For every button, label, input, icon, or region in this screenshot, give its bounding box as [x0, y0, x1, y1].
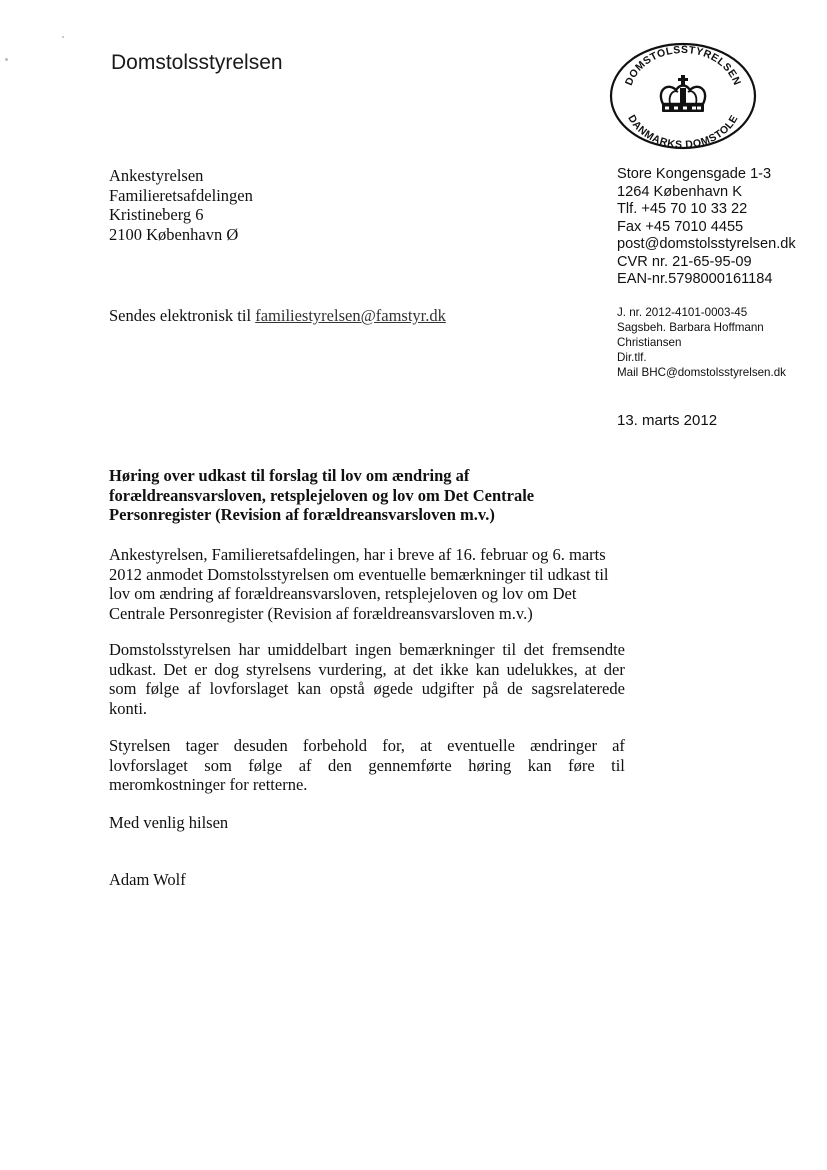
recipient-line: Ankestyrelsen: [109, 166, 204, 185]
word: Domstolsstyrelsen: [109, 640, 231, 659]
recipient-line: Familieretsafdelingen: [109, 185, 253, 205]
sender-street: Store Kongensgade 1-3: [617, 166, 772, 182]
subject-line: Personregister (Revision af forældreansvarsloven m.v.): [109, 505, 495, 524]
word: høring: [468, 755, 512, 775]
word: der: [603, 659, 625, 679]
delivery-email-link[interactable]: familiestyrelsen@famstyr.dk: [255, 306, 446, 325]
word: af: [298, 755, 312, 775]
paragraph-line: [109, 736, 625, 756]
word: Styrelsen: [109, 736, 171, 755]
letter-date: 13. marts 2012: [617, 412, 718, 429]
paragraph-line: Centrale Personregister (Revision af forældreansvarsloven m.v.): [109, 603, 533, 623]
word: ændringer: [530, 736, 597, 755]
word: har: [238, 640, 260, 659]
word: kan: [475, 659, 500, 679]
word: tager: [185, 736, 219, 755]
word: udelukkes,: [506, 659, 578, 679]
word: ingen: [354, 640, 392, 659]
case-mail: Mail BHC@domstolsstyrelsen.dk: [617, 366, 786, 379]
word: at: [393, 659, 406, 679]
word: Det: [163, 659, 188, 679]
word: dog: [214, 659, 239, 679]
organization-name: Domstolsstyrelsen: [111, 51, 283, 74]
word: lovforslaget: [209, 679, 289, 698]
recipient-address: [109, 166, 253, 244]
delivery-prefix: Sendes elektronisk til: [109, 306, 252, 325]
word: føre: [568, 755, 595, 775]
sender-phone: Tlf. +45 70 10 33 22: [617, 201, 748, 217]
recipient-line: Kristineberg 6: [109, 205, 204, 224]
word: som: [109, 679, 137, 698]
word: lovforslaget: [109, 755, 188, 775]
word: forbehold: [302, 736, 368, 755]
word: følge: [248, 755, 283, 775]
word: til: [502, 640, 517, 659]
word: vurdering,: [318, 659, 387, 679]
seal-bottom-text: DANMARKS DOMSTOLE: [625, 112, 741, 150]
subject-line: Høring over udkast til forslag til lov om ændring af: [109, 466, 470, 485]
word: at: [420, 736, 432, 755]
case-handler-cont: Christiansen: [617, 336, 682, 349]
sender-ean: EAN-nr.5798000161184: [617, 271, 773, 287]
word: udgifter: [421, 679, 474, 698]
case-number: J. nr. 2012-4101-0003-45: [617, 306, 748, 319]
word: fremsendte: [551, 640, 625, 659]
word: opstå: [329, 679, 365, 698]
seal-top-text: DOMSTOLSSTYRELSEN: [622, 43, 744, 88]
delivery-note: [109, 306, 446, 326]
word: bemærkninger: [399, 640, 495, 659]
paragraph-line: 2012 anmodet Domstolsstyrelsen om eventuelle bemærkninger til udkast til: [109, 564, 609, 584]
word: følge: [145, 679, 180, 698]
recipient-line: 2100 København Ø: [109, 224, 239, 244]
word: den: [328, 755, 352, 775]
word: styrelsens: [246, 659, 312, 679]
word: udkast.: [109, 659, 157, 679]
word: på: [482, 679, 499, 698]
case-direct-phone: Dir.tlf.: [617, 351, 647, 364]
paragraph-line: Ankestyrelsen, Familieretsafdelingen, har i breve af 16. februar og 6. marts: [109, 545, 606, 564]
word: som: [204, 755, 232, 775]
sender-city: 1264 København K: [617, 183, 742, 200]
scan-speck: [62, 36, 64, 38]
paragraph-line: [109, 679, 625, 699]
word: for,: [382, 736, 405, 755]
word: det: [412, 659, 433, 679]
sender-cvr: CVR nr. 21-65-95-09: [617, 253, 752, 270]
court-seal: [608, 42, 758, 150]
word: gennemførte: [368, 755, 452, 775]
word: de: [507, 679, 523, 698]
word: kan: [297, 679, 322, 698]
word: kan: [527, 755, 552, 775]
sender-contact-block: [617, 166, 796, 289]
word: ikke: [440, 659, 469, 679]
word: af: [612, 736, 625, 755]
body-paragraph-3: [109, 736, 625, 795]
sender-email: post@domstolsstyrelsen.dk: [617, 236, 796, 252]
paragraph-line: [109, 660, 625, 680]
word: umiddelbart: [267, 640, 348, 659]
word: eventuelle: [447, 736, 515, 755]
paragraph-line: lov om ændring af forældreansvarsloven, retsplejeloven og lov om Det: [109, 584, 577, 603]
body-paragraph-2: [109, 640, 625, 718]
word: til: [611, 755, 625, 775]
closing-salutation: Med venlig hilsen: [109, 813, 229, 832]
body-paragraph-1: [109, 545, 625, 623]
case-metadata: [617, 305, 786, 380]
paragraph-line: [109, 640, 625, 660]
word: øgede: [373, 679, 413, 698]
sender-fax: Fax +45 7010 4455: [617, 218, 744, 235]
paragraph-line: [109, 756, 625, 776]
word: at: [584, 659, 597, 679]
letter-subject: [109, 466, 629, 525]
signer-name: Adam Wolf: [109, 870, 186, 889]
word: det: [523, 640, 544, 659]
word: sagsrelaterede: [531, 679, 625, 698]
case-handler: Sagsbeh. Barbara Hoffmann: [617, 321, 764, 334]
word: af: [188, 679, 201, 698]
word: er: [194, 659, 208, 679]
subject-line: forældreansvarsloven, retsplejeloven og lov om Det Centrale: [109, 485, 535, 505]
paragraph-line: meromkostninger for retterne.: [109, 775, 308, 794]
scan-speck: [5, 58, 8, 61]
paragraph-line: konti.: [109, 698, 148, 718]
word: desuden: [233, 736, 288, 755]
